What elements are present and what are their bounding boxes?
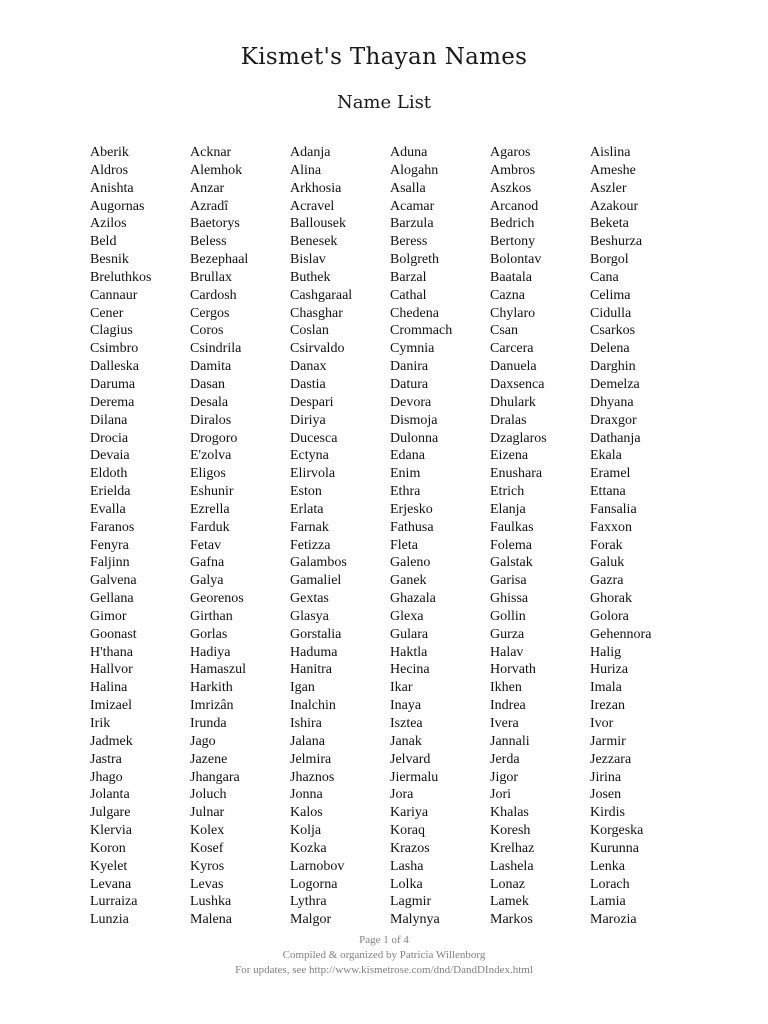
credit-line: Compiled & organized by Patricia Willenborg	[282, 949, 486, 961]
name-cell: Faljinn	[90, 555, 130, 571]
name-cell: Indrea	[490, 698, 526, 714]
name-cell: Celima	[590, 287, 631, 303]
name-cell: Kurunna	[590, 840, 639, 856]
name-cell: Csarkos	[590, 323, 636, 339]
name-cell: Aldros	[90, 162, 129, 178]
name-cell: Chedena	[390, 305, 439, 321]
name-cell: Csindrila	[190, 341, 242, 357]
name-cell: Koron	[90, 840, 126, 856]
name-cell: Arcanod	[490, 198, 539, 214]
name-cell: Coros	[190, 323, 224, 339]
name-cell: Huriza	[590, 662, 629, 678]
name-cell: Galambos	[290, 555, 347, 571]
name-cell: Jhago	[90, 769, 123, 785]
name-cell: Augornas	[90, 198, 145, 214]
name-cell: Acravel	[290, 198, 335, 214]
name-cell: Dhyana	[590, 394, 634, 410]
name-cell: Cymnia	[390, 341, 435, 357]
name-cell: Cashgaraal	[290, 287, 353, 303]
name-cell: Ettana	[590, 484, 626, 500]
name-cell: Darghin	[590, 359, 636, 375]
name-cell: Gollin	[490, 608, 526, 624]
name-cell: Bedrich	[490, 216, 535, 232]
name-cell: Ethra	[390, 484, 421, 500]
name-cell: Lagmir	[390, 894, 432, 910]
name-cell: Cidulla	[590, 305, 632, 321]
name-cell: Ganek	[390, 573, 427, 589]
name-cell: Forak	[590, 537, 623, 553]
name-cell: Halig	[590, 644, 622, 660]
name-cell: Golora	[590, 608, 629, 624]
name-cell: Asalla	[390, 180, 426, 196]
name-cell: Csimbro	[90, 341, 139, 357]
name-cell: Kolex	[190, 823, 225, 839]
name-cell: Bezephaal	[190, 252, 249, 268]
name-cell: Eligos	[190, 466, 226, 482]
name-cell: Khalas	[490, 805, 529, 821]
name-cell: Dhulark	[490, 394, 536, 410]
name-cell: Kolja	[290, 823, 322, 839]
name-cell: Aszkos	[490, 180, 532, 196]
name-cell: Drocia	[90, 430, 129, 446]
name-cell: Folema	[490, 537, 532, 553]
name-cell: Jigor	[490, 769, 518, 785]
name-cell: Arkhosia	[290, 180, 342, 196]
name-cell: Koraq	[390, 823, 425, 839]
name-cell: Malgor	[290, 912, 332, 928]
name-cell: Gazra	[590, 573, 624, 589]
name-cell: Draxgor	[590, 412, 637, 428]
name-cell: Ghissa	[490, 591, 529, 607]
updates-line: For updates, see http://www.kismetrose.com/dnd/DandDIndex.html	[235, 964, 533, 976]
name-cell: Eston	[290, 484, 322, 500]
name-cell: Beshurza	[590, 234, 643, 250]
name-cell: Harkith	[190, 680, 233, 696]
name-cell: Lamek	[490, 894, 529, 910]
name-cell: Igan	[290, 680, 315, 696]
name-cell: Imizael	[90, 698, 132, 714]
name-cell: Korgeska	[590, 823, 644, 839]
name-cell: Halav	[490, 644, 524, 660]
name-cell: Jazene	[190, 751, 228, 767]
name-cell: Lasha	[390, 858, 424, 874]
name-cell: Hadiya	[190, 644, 231, 660]
name-cell: Borgol	[590, 252, 629, 268]
name-cell: Irik	[90, 716, 111, 731]
page-subtitle: Name List	[336, 92, 432, 113]
name-cell: Fathusa	[390, 519, 434, 535]
name-cell: Galya	[190, 573, 224, 589]
name-cell: Acknar	[190, 145, 232, 160]
name-cell: Kalos	[290, 805, 323, 821]
name-cell: Lamia	[590, 894, 626, 910]
name-cell: Imala	[590, 680, 622, 696]
name-cell: Beress	[390, 234, 428, 250]
name-cell: Joluch	[190, 787, 227, 803]
name-cell: Inalchin	[290, 698, 336, 714]
name-cell: Despari	[290, 394, 334, 410]
name-cell: Josen	[590, 787, 622, 803]
name-cell: Ivera	[490, 716, 519, 731]
name-cell: Alogahn	[390, 162, 439, 178]
name-cell: Enushara	[490, 466, 543, 482]
name-cell: Barzula	[390, 216, 434, 232]
name-cell: Jannali	[490, 733, 530, 749]
name-cell: Alemhok	[190, 162, 243, 178]
name-cell: Gorlas	[190, 626, 228, 642]
name-cell: Aszler	[590, 180, 627, 196]
name-cell: Edana	[390, 448, 425, 464]
name-cell: Ivor	[590, 716, 614, 731]
name-cell: Chylaro	[490, 305, 536, 321]
name-cell: Fetizza	[290, 537, 331, 553]
name-cell: Elanja	[490, 501, 526, 517]
name-cell: Inaya	[390, 698, 422, 714]
name-cell: Horvath	[490, 662, 536, 678]
name-cell: Alina	[290, 162, 322, 178]
name-cell: Azradî	[190, 198, 229, 214]
name-cell: Janak	[390, 733, 422, 749]
name-cell: Dzaglaros	[490, 430, 547, 446]
name-list-grid	[90, 144, 690, 929]
name-cell: Lurraiza	[90, 894, 138, 910]
name-cell: Chasghar	[290, 305, 343, 321]
name-cell: Gehennora	[590, 626, 652, 642]
name-cell: Kyros	[190, 858, 225, 874]
name-cell: Benesek	[290, 234, 338, 250]
name-cell: Fenyra	[90, 537, 129, 553]
name-cell: Aduna	[390, 145, 428, 160]
name-cell: Glexa	[390, 608, 424, 624]
name-cell: Kirdis	[590, 805, 625, 821]
name-cell: Marozia	[590, 912, 637, 928]
name-cell: Fleta	[390, 537, 418, 553]
name-cell: Demelza	[590, 376, 640, 392]
name-cell: Jelvard	[390, 751, 431, 767]
name-cell: Fetav	[190, 537, 222, 553]
name-cell: Jhangara	[190, 769, 240, 785]
name-cell: Elirvola	[290, 466, 336, 482]
name-cell: Brullax	[190, 269, 232, 285]
name-cell: Dathanja	[590, 430, 641, 446]
name-cell: Gellana	[90, 591, 134, 607]
name-cell: Lorach	[590, 876, 630, 892]
name-cell: Danax	[290, 359, 327, 375]
name-cell: Levana	[90, 876, 132, 892]
name-cell: Cergos	[190, 305, 230, 321]
name-cell: Erjesko	[390, 501, 433, 517]
name-cell: Galvena	[90, 573, 137, 589]
name-cell: Isztea	[390, 716, 423, 731]
page-title: Kismet's Thayan Names	[240, 44, 528, 70]
name-cell: Hamaszul	[190, 662, 246, 678]
name-cell: Dasan	[190, 376, 225, 392]
name-cell: Danuela	[490, 359, 537, 375]
name-cell: Lenka	[590, 858, 625, 874]
name-cell: Cazna	[490, 287, 525, 303]
name-cell: Ghazala	[390, 591, 436, 607]
name-cell: Krelhaz	[490, 840, 535, 856]
page-number: Page 1 of 4	[359, 934, 409, 946]
name-cell: Bertony	[490, 234, 536, 250]
name-cell: Farduk	[190, 519, 230, 535]
name-cell: Julgare	[90, 805, 131, 821]
name-cell: Ishira	[290, 716, 322, 731]
name-cell: E'zolva	[190, 448, 232, 464]
name-cell: Jora	[390, 787, 414, 803]
name-cell: Etrich	[490, 484, 525, 500]
name-cell: Devora	[390, 394, 432, 410]
name-cell: Cathal	[390, 287, 427, 303]
name-cell: Gextas	[290, 591, 329, 607]
name-cell: Lolka	[390, 876, 423, 892]
name-cell: Glasya	[290, 608, 329, 624]
name-cell: Lunzia	[90, 912, 129, 928]
name-cell: Krazos	[390, 840, 430, 856]
name-cell: Aislina	[590, 145, 631, 160]
name-cell: Dralas	[490, 412, 527, 428]
name-cell: Cannaur	[90, 287, 138, 303]
name-cell: Eizena	[490, 448, 529, 464]
name-cell: Devaia	[90, 448, 130, 464]
name-cell: Jago	[190, 733, 216, 749]
name-cell: Galeno	[390, 555, 431, 571]
name-cell: Damita	[190, 359, 232, 375]
name-cell: Hallvor	[90, 662, 133, 678]
name-cell: Garisa	[490, 573, 527, 589]
name-cell: Eramel	[590, 466, 631, 482]
name-cell: Jonna	[290, 787, 323, 803]
name-cell: Jadmek	[90, 733, 133, 749]
name-cell: Cener	[90, 305, 124, 321]
name-cell: Hecina	[390, 662, 430, 678]
name-cell: Azilos	[90, 216, 127, 232]
name-cell: Gurza	[490, 626, 525, 642]
name-cell: Haktla	[390, 644, 428, 660]
name-cell: Faxxon	[590, 519, 632, 535]
name-cell: Ghorak	[590, 591, 632, 607]
name-cell: Derema	[90, 394, 135, 410]
name-cell: Evalla	[90, 501, 126, 517]
name-cell: Erlata	[290, 501, 324, 517]
name-cell: Diralos	[190, 412, 232, 428]
name-cell: Jirina	[590, 769, 622, 785]
name-cell: Jolanta	[90, 787, 130, 803]
name-cell: Anzar	[190, 180, 225, 196]
name-cell: Irunda	[190, 716, 227, 731]
name-cell: Irezan	[590, 698, 625, 714]
name-cell: Eldoth	[90, 466, 128, 482]
name-cell: Ezrella	[190, 501, 230, 517]
name-cell: Cana	[590, 269, 619, 285]
name-cell: Kariya	[390, 805, 429, 821]
name-cell: Beld	[90, 234, 117, 250]
name-cell: Lushka	[190, 894, 232, 910]
name-cell: Acamar	[390, 198, 435, 214]
name-cell: Dulonna	[390, 430, 439, 446]
name-cell: Csan	[490, 323, 518, 339]
name-cell: Carcera	[490, 341, 534, 357]
name-cell: Klervia	[90, 823, 132, 839]
name-cell: Jori	[490, 787, 511, 803]
name-cell: Bolgreth	[390, 252, 439, 268]
name-cell: Datura	[390, 376, 429, 392]
name-cell: Ameshe	[590, 162, 636, 178]
name-cell: Fansalia	[590, 501, 637, 517]
name-cell: Farnak	[290, 519, 329, 535]
name-cell: Gorstalia	[290, 626, 342, 642]
name-cell: Ikhen	[490, 680, 522, 696]
name-cell: Cardosh	[190, 287, 237, 303]
name-cell: Dismoja	[390, 412, 438, 428]
name-cell: Logorna	[290, 876, 338, 892]
name-cell: Jezzara	[590, 751, 632, 767]
name-cell: Jhaznos	[290, 769, 335, 785]
name-cell: Delena	[590, 341, 630, 357]
name-cell: Goonast	[90, 626, 137, 642]
name-cell: Danira	[390, 359, 429, 375]
name-cell: Adanja	[290, 145, 331, 160]
name-cell: Haduma	[290, 644, 338, 660]
name-cell: Jiermalu	[390, 769, 439, 785]
name-cell: Halina	[90, 680, 128, 696]
name-cell: Beketa	[590, 216, 629, 232]
name-cell: Besnik	[90, 252, 129, 268]
name-cell: H'thana	[90, 644, 133, 660]
name-cell: Daxsenca	[490, 376, 545, 392]
name-cell: Crommach	[390, 323, 453, 339]
name-cell: Csirvaldo	[290, 341, 345, 357]
name-cell: Levas	[190, 876, 224, 892]
name-cell: Breluthkos	[90, 269, 152, 285]
name-cell: Drogoro	[190, 430, 238, 446]
name-cell: Markos	[490, 912, 533, 928]
name-cell: Dastia	[290, 376, 326, 392]
name-cell: Faranos	[90, 519, 135, 535]
name-cell: Baetorys	[190, 216, 240, 232]
name-cell: Lashela	[490, 858, 534, 874]
name-cell: Jelmira	[290, 751, 332, 767]
name-cell: Desala	[190, 394, 229, 410]
name-cell: Anishta	[90, 180, 134, 196]
name-cell: Kosef	[190, 840, 224, 856]
name-cell: Bolontav	[490, 252, 542, 268]
name-cell: Jarmir	[590, 733, 626, 749]
name-cell: Ekala	[590, 448, 622, 464]
name-cell: Baatala	[490, 269, 532, 285]
name-cell: Azakour	[590, 198, 639, 214]
name-cell: Georenos	[190, 591, 244, 607]
name-cell: Julnar	[190, 805, 225, 821]
name-cell: Koresh	[490, 823, 531, 839]
name-cell: Dalleska	[90, 359, 139, 375]
name-cell: Girthan	[190, 608, 233, 624]
name-cell: Gulara	[390, 626, 429, 642]
name-cell: Imrizân	[190, 698, 234, 714]
name-cell: Faulkas	[490, 519, 534, 535]
name-cell: Jalana	[290, 733, 325, 749]
name-cell: Coslan	[290, 323, 329, 339]
name-cell: Malynya	[390, 912, 440, 928]
name-cell: Hanitra	[290, 662, 332, 678]
name-cell: Dilana	[90, 412, 128, 428]
name-cell: Ectyna	[290, 448, 329, 464]
name-cell: Beless	[190, 234, 227, 250]
name-cell: Aberik	[90, 145, 129, 160]
name-cell: Larnobov	[290, 858, 345, 874]
name-cell: Ballousek	[290, 216, 346, 232]
name-cell: Kyelet	[90, 858, 128, 874]
name-cell: Ikar	[390, 680, 413, 696]
name-cell: Galuk	[590, 555, 625, 571]
name-cell: Agaros	[490, 145, 531, 160]
name-cell: Daruma	[90, 376, 136, 392]
name-cell: Lonaz	[490, 876, 525, 892]
name-cell: Gamaliel	[290, 573, 342, 589]
name-cell: Barzal	[390, 269, 427, 285]
name-cell: Enim	[390, 466, 421, 482]
name-cell: Eshunir	[190, 484, 234, 500]
name-cell: Malena	[190, 912, 232, 928]
name-cell: Ducesca	[290, 430, 338, 446]
name-cell: Bislav	[290, 252, 326, 268]
name-cell: Jerda	[490, 751, 520, 767]
name-cell: Lythra	[290, 894, 327, 910]
name-cell: Kozka	[290, 840, 327, 856]
name-cell: Erielda	[90, 484, 131, 500]
name-cell: Galstak	[490, 555, 533, 571]
name-cell: Gafna	[190, 555, 225, 571]
name-cell: Gimor	[90, 608, 127, 624]
name-cell: Clagius	[90, 323, 133, 339]
name-cell: Diriya	[290, 412, 326, 428]
name-cell: Jastra	[90, 751, 122, 767]
name-cell: Ambros	[490, 162, 536, 178]
name-cell: Buthek	[290, 269, 331, 285]
